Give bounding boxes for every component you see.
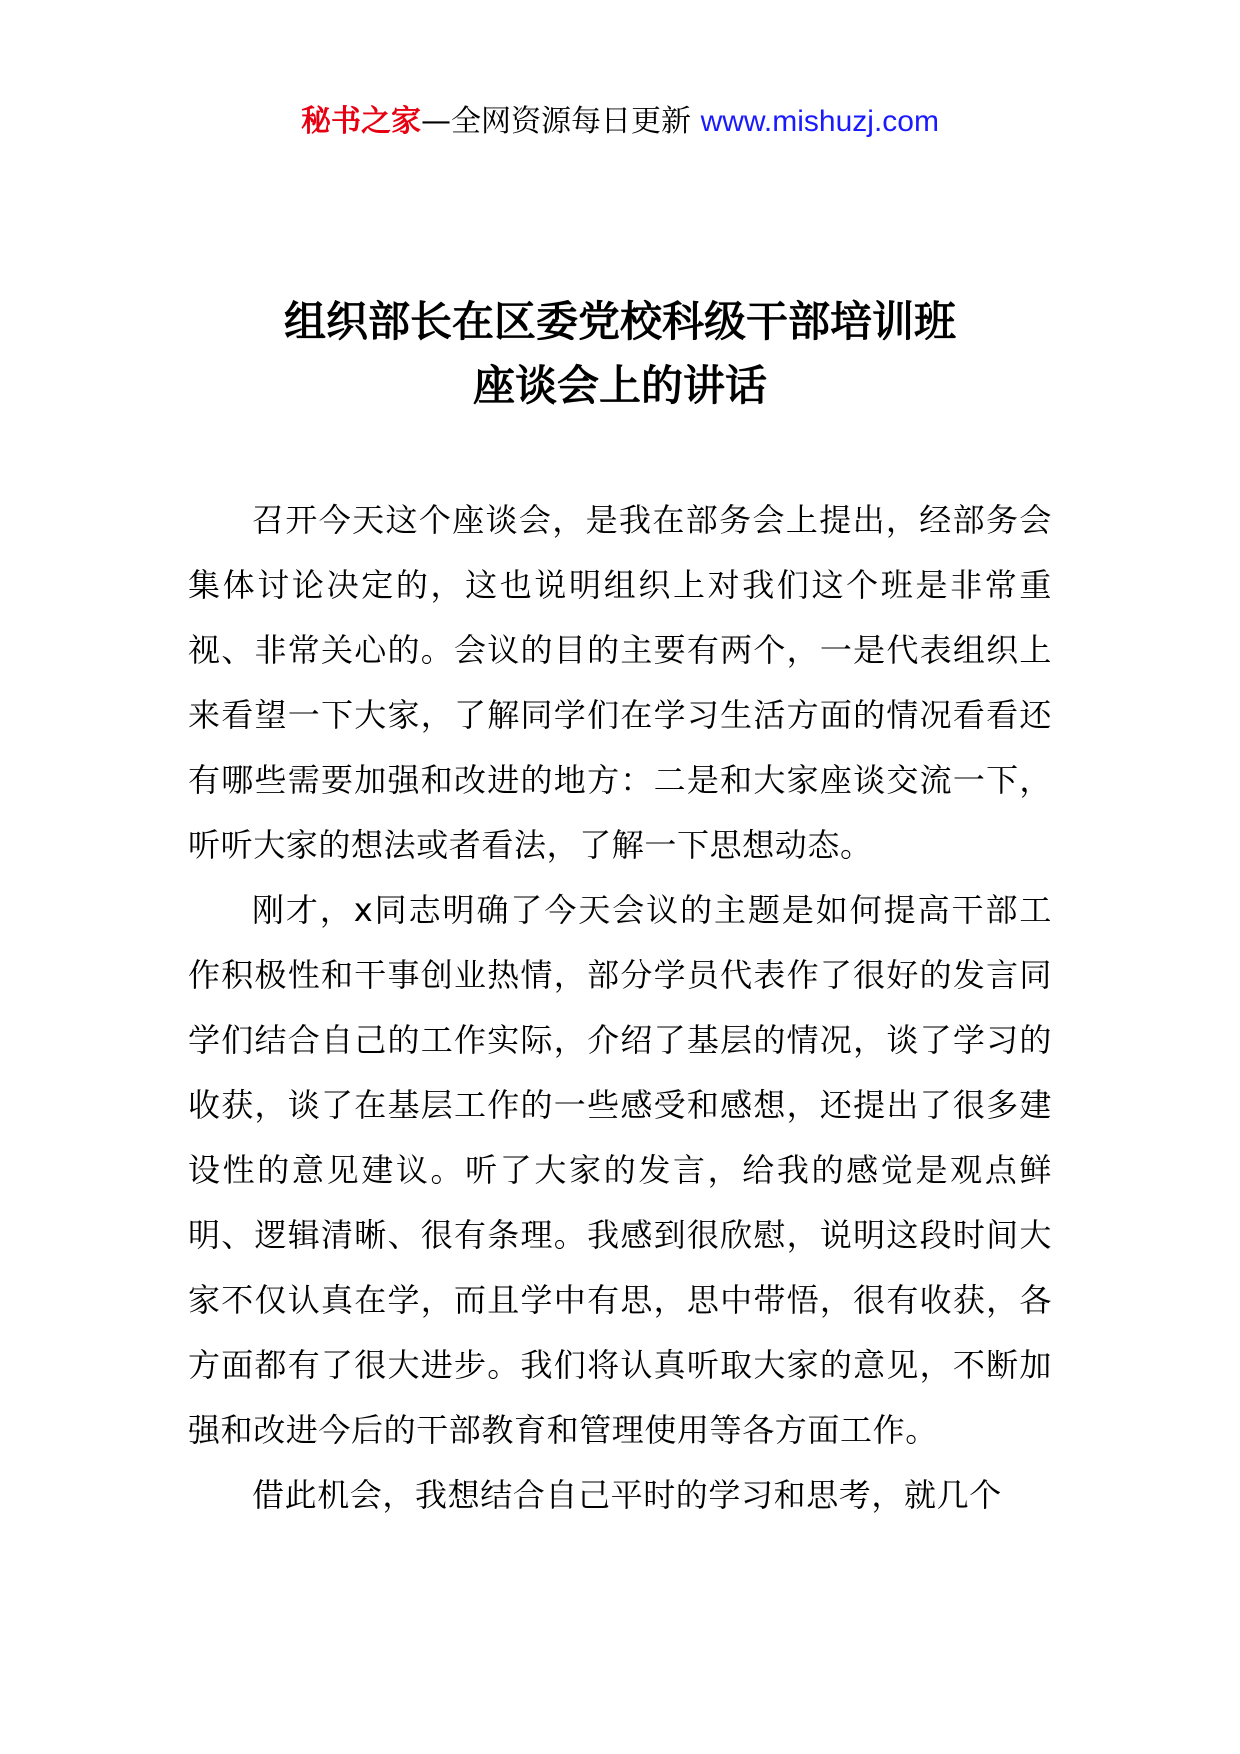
document-body [188,488,1052,1528]
title-line-1: 组织部长在区委党校科级干部培训班 [283,297,956,346]
header-slogan: —全网资源每日更新 [421,104,692,139]
paragraph-2: 刚才，x同志明确了今天会议的主题是如何提高干部工作积极性和干事创业热情，部分学员代表作了很好的发言同学们结合自己的工作实际，介绍了基层的情况，谈了学习的收获，谈了在基层工作的一些感受和感想，还提出了很多建设性的意见建议。听了大家的发言，给我的感觉是观点鲜明、逻辑清晰、很有条理。我感到很欣慰，说明这段时间大家不仅认真在学，而且学中有思，思中带悟，很有收获，各方面都有了很大进步。我们将认真听取大家的意见，不断加强和改进今后的干部教育和管理使用等各方面工作。 [188,891,1052,1449]
brand-name: 秘书之家 [301,104,422,139]
site-url-link[interactable]: www.mishuzj.com [700,105,939,138]
site-header [0,100,1240,144]
paragraph-3: 借此机会，我想结合自己平时的学习和思考，就几个 [252,1476,1002,1514]
document-title [0,290,1240,418]
paragraph-1: 召开今天这个座谈会，是我在部务会上提出，经部务会集体讨论决定的，这也说明组织上对我们这个班是非常重视、非常关心的。会议的目的主要有两个，一是代表组织上来看望一下大家，了解同学们在学习生活方面的情况看看还有哪些需要加强和改进的地方：二是和大家座谈交流一下，听听大家的想法或者看法，了解一下思想动态。 [188,501,1052,864]
title-line-2: 座谈会上的讲话 [472,361,767,410]
